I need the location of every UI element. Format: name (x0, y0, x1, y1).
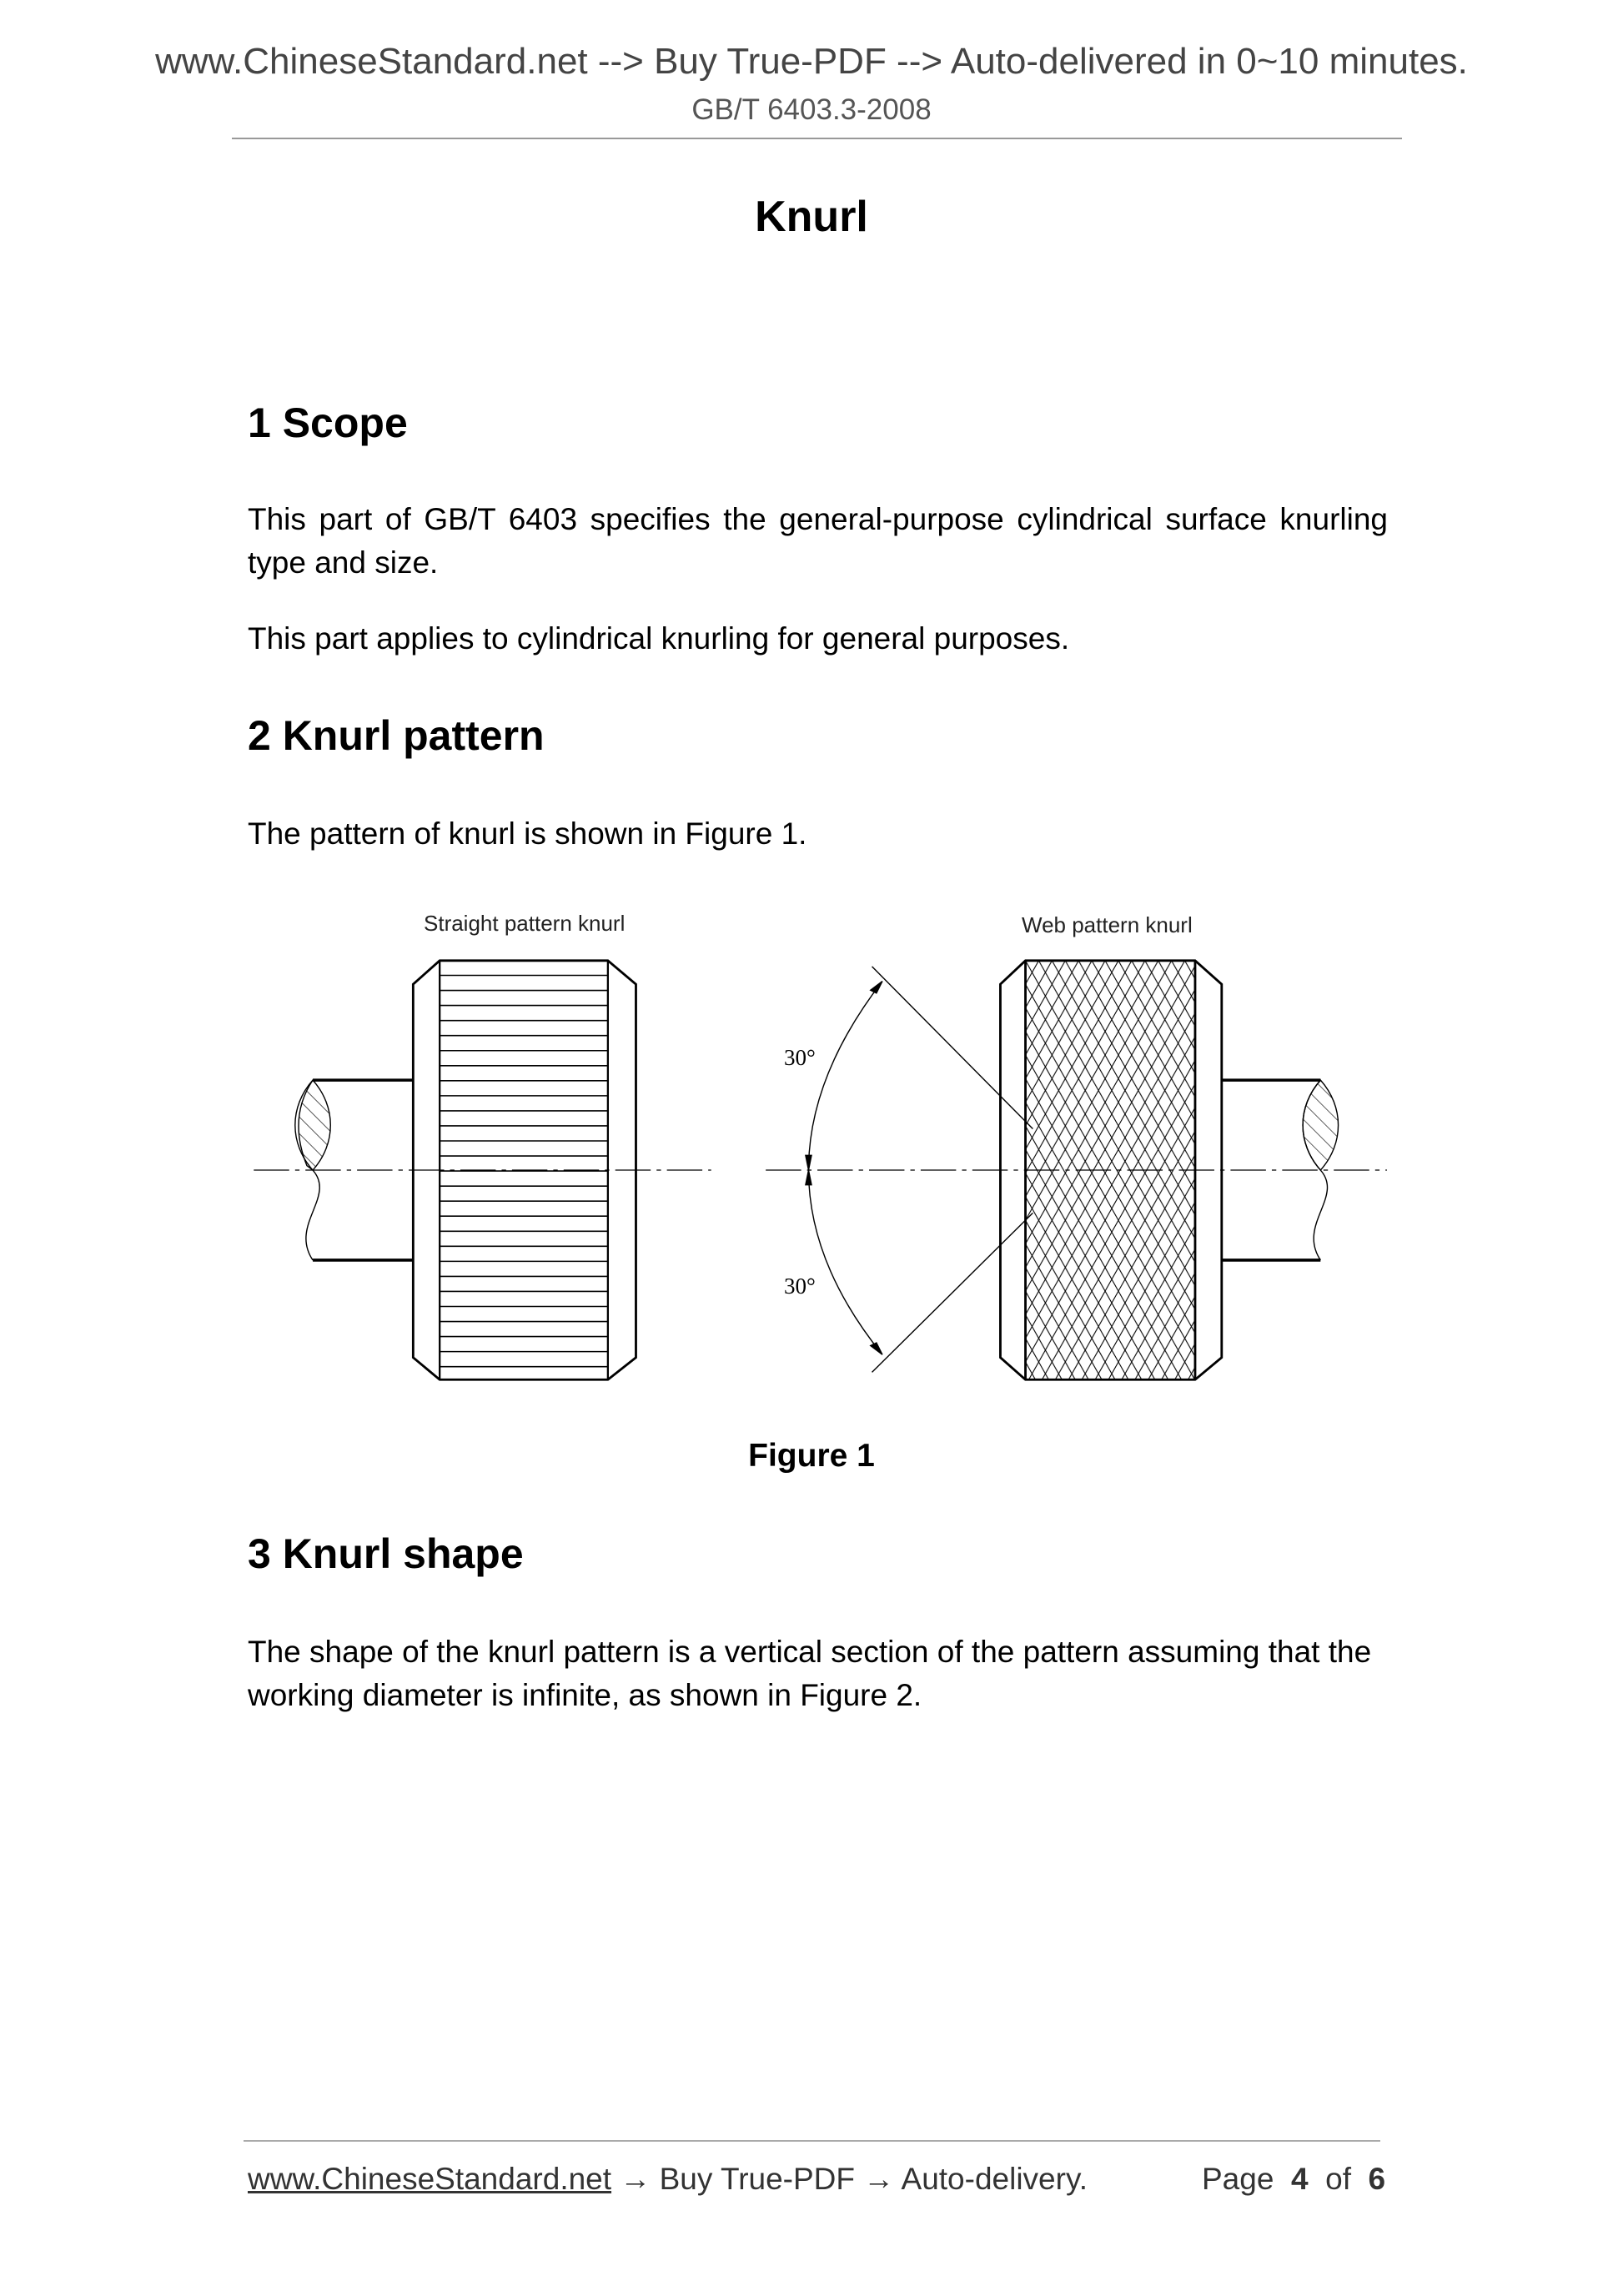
page-total: 6 (1368, 2162, 1386, 2196)
web-knurl (1000, 961, 1221, 1379)
of-label: of (1325, 2162, 1351, 2196)
section-heading-knurl-shape: 3 Knurl shape (248, 1530, 524, 1577)
footer-promo (248, 2162, 1088, 2197)
scope-paragraph-1: This part of GB/T 6403 specifies the general-purpose cylindrical surface knurling type and size. (248, 502, 1388, 580)
document-title: Knurl (755, 193, 868, 241)
page-label: Page (1202, 2162, 1274, 2196)
figure-label-web: Web pattern knurl (1022, 912, 1193, 937)
shape-paragraph: The shape of the knurl pattern is a vertical section of the pattern assuming that the working diameter is infinite, as shown in Figure 2. (248, 1635, 1372, 1712)
section-heading-knurl-pattern: 2 Knurl pattern (248, 712, 545, 759)
pattern-paragraph: The pattern of knurl is shown in Figure 1. (248, 816, 807, 851)
angle-label-bottom: 30° (784, 1274, 816, 1299)
angle-dimension (806, 967, 1033, 1373)
footer-divider (244, 2140, 1380, 2142)
scope-paragraph-2: This part applies to cylindrical knurling for general purposes. (248, 621, 1070, 656)
footer-link[interactable]: www.ChineseStandard.net (248, 2162, 612, 2196)
angle-label-top: 30° (784, 1045, 816, 1070)
standard-code: GB/T 6403.3-2008 (691, 93, 932, 126)
section-heading-scope: 1 Scope (248, 399, 408, 446)
figure-label-straight: Straight pattern knurl (424, 911, 626, 936)
page-number: 4 (1290, 2162, 1309, 2196)
figure-caption: Figure 1 (748, 1438, 875, 1474)
header-banner: www.ChineseStandard.net --> Buy True-PDF --> Auto-delivered in 0~10 minutes. (155, 41, 1468, 82)
page-indicator (1202, 2162, 1385, 2197)
footer-text: → Buy True-PDF → Auto-delivery. (611, 2162, 1088, 2196)
